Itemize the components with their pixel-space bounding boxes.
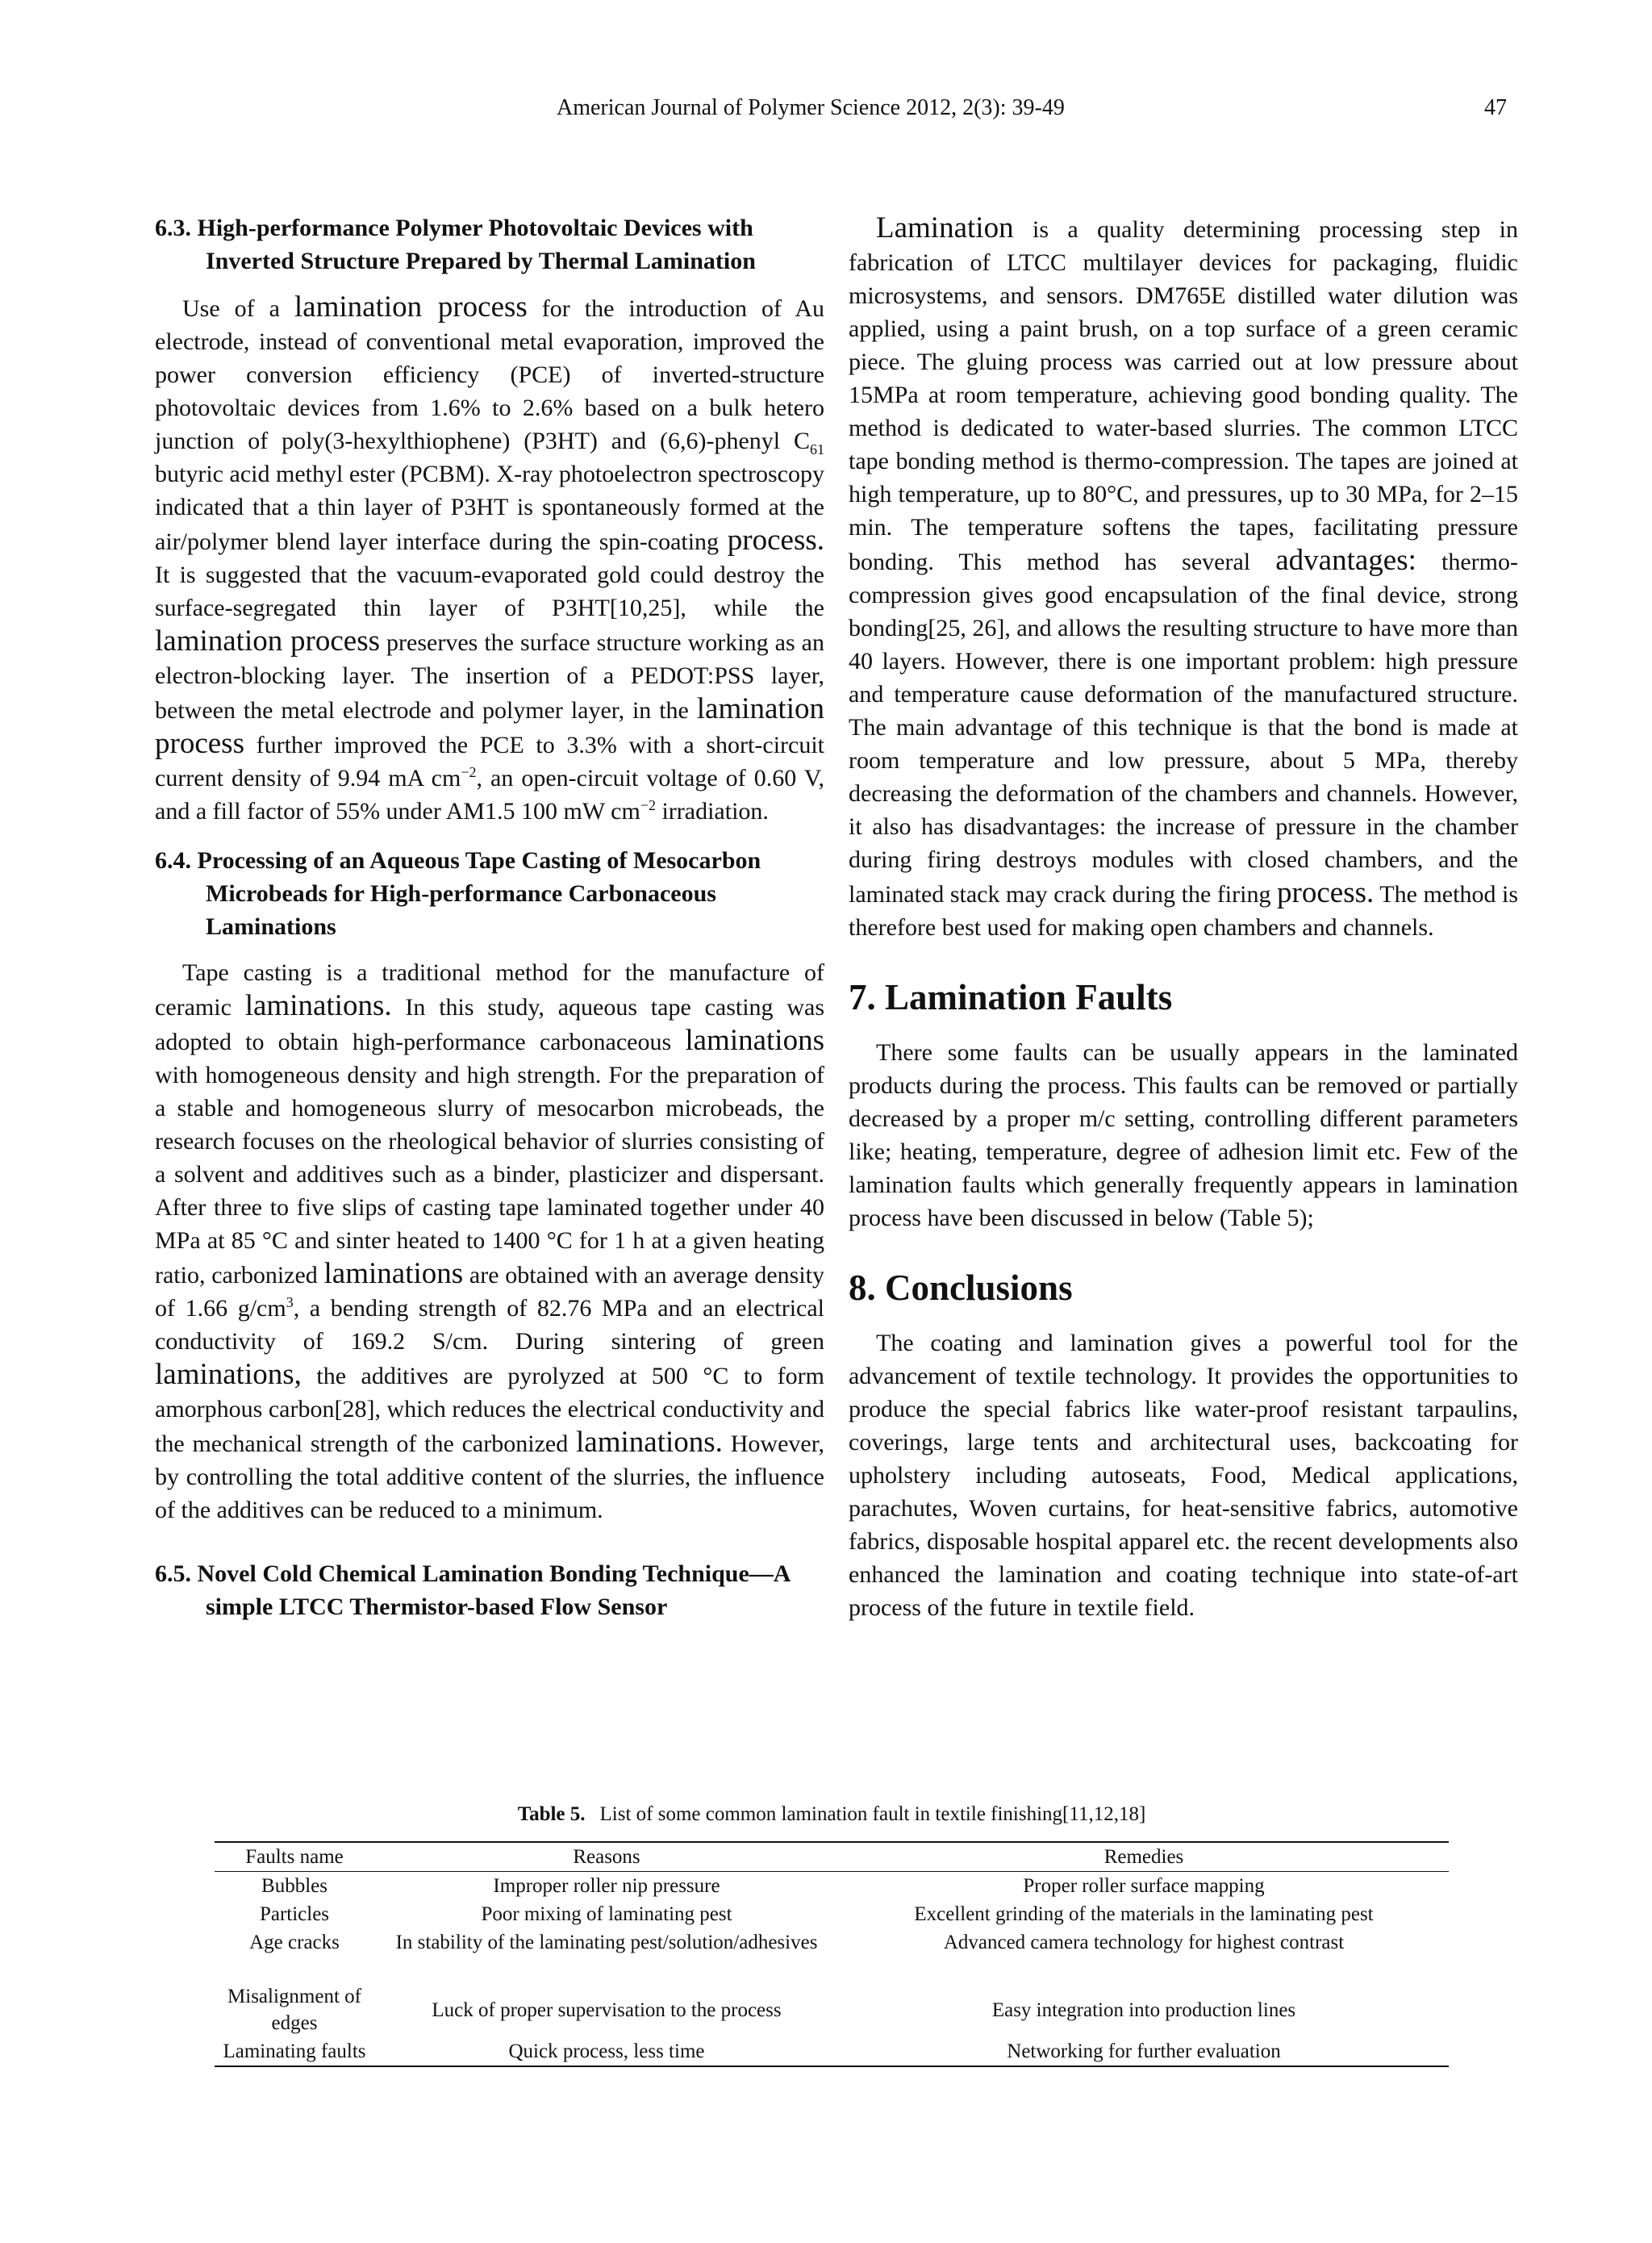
remedy-cell: Easy integration into production lines: [991, 1999, 1296, 2021]
header-remedies: Remedies: [1103, 1846, 1184, 1868]
table-row: [215, 1872, 1449, 1901]
remedy-cell: Networking for further evaluation: [1007, 2040, 1281, 2062]
remedy-cell: Advanced camera technology for highest contrast: [943, 1932, 1345, 1953]
section-7-paragraph: There some faults can be usually appears in the laminated products during the process. This faults can be removed or partially decreased by a proper m/c setting, controlling different parameters like; heating, temperature, degree of adhesion limit etc. Few of the lamination faults which generally frequently appears in lamination process have been discussed in below (Table 5);: [849, 1039, 1518, 1231]
remedy-cell: Excellent grinding of the materials in the laminating pest: [914, 1903, 1374, 1925]
section-7-heading: 7. Lamination Faults: [849, 977, 1173, 1017]
journal-citation: American Journal of Polymer Science 2012, 2(3): 39-49: [557, 95, 1065, 120]
table-caption: [215, 1801, 1449, 1828]
section-8-paragraph: The coating and lamination gives a powerful tool for the advancement of textile technology. It provides the opportunities to produce the special fabrics like water-proof resistant tarpaulins, coverings, large tents and architectural uses, backcoating for upholstery including autoseats, Food, Medical applications, parachutes, Woven curtains, for heat-sensitive fabrics, automotive fabrics, disposable hospital apparel etc. the recent developments also enhanced the lamination and coating technique into state-of-art process of the future in textile field.: [849, 1330, 1518, 1621]
page-number: 47: [1484, 95, 1507, 120]
section-6-3-heading: 6.3. High-performance Polymer Photovoltaic Devices with Inverted Structure Prepared by Thermal Lamination: [155, 215, 756, 274]
section-6-4-paragraph: Tape casting is a traditional method for the manufacture of ceramic laminations. In this study, aqueous tape casting was adopted to obtain high-performance carbonaceous laminations with homogeneous density and high strength. For the preparation of a stable and homogeneous slurry of mesocarbon microbeads, the research focuses on the rheological behavior of slurries consisting of a solvent and additives such as a binder, plasticizer and dispersant. After three to five slips of casting tape laminated together under 40 MPa at 85 °C and sinter heated to 1400 °C for 1 h at a given heating ratio, carbonized laminations are obtained with an average density of 1.66 $g/cm^3$, a bending strength of 82.76 MPa and an electrical conductivity of 169.2 S/cm. During sintering of green laminations, the additives are pyrolyzed at 500 °C to form amorphous carbon[28], which reduces the electrical conductivity and the mechanical strength of the carbonized laminations. However, by controlling the total additive content of the slurries, the influence of the additives can be reduced to a minimum.: [155, 959, 825, 1523]
table-5: [215, 1801, 1449, 2067]
section-6-5-heading: 6.5. Novel Cold Chemical Lamination Bonding Technique—A simple LTCC Thermistor-based Flow Sensor: [155, 1560, 790, 1620]
table-header-row: [215, 1842, 1449, 1872]
fault-name-cell: Particles: [259, 1903, 330, 1925]
reason-cell: Improper roller nip pressure: [493, 1875, 720, 1897]
section-6-5-paragraph: Lamination is a quality determining processing step in fabrication of LTCC multilayer devices for packaging, fluidic microsystems, and sensors. DM765E distilled water dilution was applied, using a paint brush, on a top surface of a green ceramic piece. The gluing process was carried out at low pressure about 15MPa at room temperature, achieving good bonding quality. The method is dedicated to water-based slurries. The common LTCC tape bonding method is thermo-compression. The tapes are joined at high temperature, up to 80°C, and pressures, up to 30 MPa, for 2–15 min. The temperature softens the tapes, facilitating pressure bonding. This method has several advantages: thermo-compression gives good encapsulation of the final device, strong bonding[25, 26], and allows the resulting structure to have more than 40 layers. However, there is one important problem: high pressure and temperature cause deformation of the manufactured structure. The main advantage of this technique is that the bond is made at room temperature and low pressure, about 5 MPa, thereby decreasing the deformation of the chambers and channels. However, it also has disadvantages: the increase of pressure in the chamber during firing destroys modules with closed chambers, and the laminated stack may crack during the firing process. The method is therefore best used for making open chambers and channels.: [849, 211, 1519, 941]
remedy-cell: Proper roller surface mapping: [1023, 1875, 1265, 1897]
reason-cell: Luck of proper supervisation to the process: [432, 1999, 782, 2021]
section-8-heading: 8. Conclusions: [849, 1268, 1073, 1308]
table-row: [215, 2037, 1449, 2066]
fault-name-cell: Bubbles: [261, 1875, 327, 1897]
table-spacer-row: [215, 1957, 1449, 1982]
faults-table: [215, 1841, 1449, 2067]
table-row: [215, 1928, 1449, 1957]
left-column: [155, 211, 824, 1636]
table-row: [215, 1982, 1449, 2037]
table-label: Table 5.: [517, 1803, 586, 1825]
reason-cell: Poor mixing of laminating pest: [481, 1903, 732, 1925]
right-column: [849, 211, 1518, 1624]
running-header: [0, 95, 1652, 127]
header-faults-name: Faults name: [245, 1846, 344, 1868]
fault-name-cell: Laminating faults: [223, 2040, 366, 2062]
section-6-4-heading: 6.4. Processing of an Aqueous Tape Casting of Mesocarbon Microbeads for High-performance Carbonaceous Laminations: [155, 847, 761, 940]
reason-cell: In stability of the laminating pest/solution/adhesives: [395, 1932, 818, 1953]
fault-name-cell: Misalignment of edges: [227, 1986, 361, 2034]
table-row: [215, 1900, 1449, 1928]
header-reasons: Reasons: [573, 1846, 640, 1868]
section-6-3-paragraph: Use of a lamination process for the introduction of Au electrode, instead of conventional metal evaporation, improved the power conversion efficiency (PCE) of inverted-structure photovoltaic devices from 1.6% to 2.6% based on a bulk hetero junction of poly(3-hexylthiophene) (P3HT) and (6,6)-phenyl $C_{61}$ butyric acid methyl ester (PCBM). X-ray photoelectron spectroscopy indicated that a thin layer of P3HT is spontaneously formed at the air/polymer blend layer interface during the spin-coating process. It is suggested that the vacuum-evaporated gold could destroy the surface-segregated thin layer of P3HT[10,25], while the lamination process preserves the surface structure working as an electron-blocking layer. The insertion of a PEDOT:PSS layer, between the metal electrode and polymer layer, in the lamination process further improved the PCE to 3.3% with a short-circuit current density of 9.94 mA $cm^{-2}$, an open-circuit voltage of 0.60 V, and a fill factor of 55% under AM1.5 100 mW $cm^{-2}$ irradiation.: [155, 290, 825, 825]
reason-cell: Quick process, less time: [508, 2040, 705, 2062]
table-caption-text: List of some common lamination fault in textile finishing[11,12,18]: [599, 1803, 1146, 1825]
fault-name-cell: Age cracks: [249, 1932, 340, 1953]
